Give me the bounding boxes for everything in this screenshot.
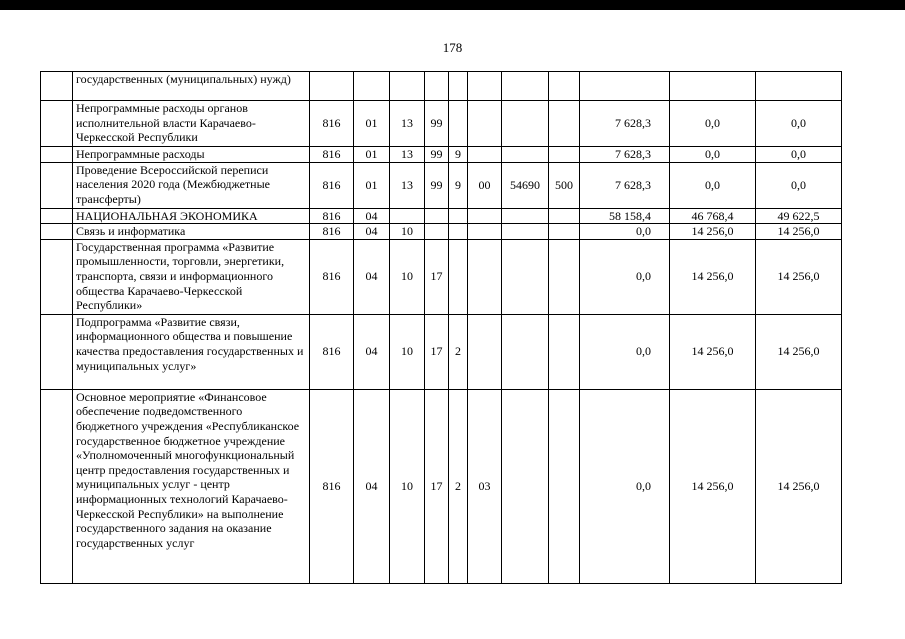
cell-subprogram [449,101,468,147]
cell-blank [41,224,73,240]
cell-direction [502,224,549,240]
cell-sum-2021: 0,0 [670,101,756,147]
cell-podrazdel: 10 [390,314,425,389]
cell-podrazdel: 13 [390,162,425,208]
cell-blank [41,101,73,147]
cell-direction [502,239,549,314]
cell-razdel: 04 [354,224,390,240]
cell-sum-2021: 0,0 [670,147,756,163]
cell-direction [502,314,549,389]
cell-sum-2022: 0,0 [756,101,842,147]
cell-sum-2022: 14 256,0 [756,224,842,240]
cell-sum-2022: 49 622,5 [756,208,842,224]
cell-podrazdel: 13 [390,147,425,163]
row-name: НАЦИОНАЛЬНАЯ ЭКОНОМИКА [73,208,310,224]
cell-sum-2021 [670,72,756,101]
cell-podrazdel: 10 [390,224,425,240]
cell-blank [41,208,73,224]
cell-razdel [354,72,390,101]
cell-expense-type [549,147,580,163]
table-row [41,224,842,240]
cell-event [468,314,502,389]
cell-sum-2022: 0,0 [756,162,842,208]
cell-expense-type [549,314,580,389]
cell-expense-type [549,239,580,314]
row-name: Подпрограмма «Развитие связи, информационного общества и повышение качества предоставления государственных и муниципальных услуг» [73,314,310,389]
cell-sum-2020: 0,0 [580,224,670,240]
cell-subprogram [449,239,468,314]
cell-sum-2020: 0,0 [580,314,670,389]
cell-event [468,224,502,240]
table-row [41,314,842,389]
cell-razdel: 04 [354,208,390,224]
cell-subprogram: 9 [449,162,468,208]
cell-razdel: 01 [354,162,390,208]
cell-grbs: 816 [310,147,354,163]
cell-program: 17 [425,389,449,583]
cell-sum-2020: 7 628,3 [580,162,670,208]
table-row [41,72,842,101]
cell-sum-2020: 7 628,3 [580,147,670,163]
table-row [41,208,842,224]
cell-program: 17 [425,239,449,314]
cell-sum-2020: 7 628,3 [580,101,670,147]
cell-subprogram [449,208,468,224]
cell-sum-2021: 0,0 [670,162,756,208]
cell-podrazdel [390,208,425,224]
table-row [41,147,842,163]
cell-grbs: 816 [310,162,354,208]
cell-direction: 54690 [502,162,549,208]
cell-sum-2021: 14 256,0 [670,224,756,240]
cell-sum-2020: 58 158,4 [580,208,670,224]
cell-podrazdel: 10 [390,389,425,583]
cell-event: 00 [468,162,502,208]
cell-direction [502,208,549,224]
cell-event [468,101,502,147]
page-number: 178 [442,40,463,55]
cell-expense-type [549,101,580,147]
cell-razdel: 04 [354,239,390,314]
cell-direction [502,101,549,147]
cell-sum-2021: 14 256,0 [670,389,756,583]
cell-blank [41,72,73,101]
cell-grbs: 816 [310,314,354,389]
cell-grbs: 816 [310,389,354,583]
row-name: Государственная программа «Развитие промышленности, торговли, энергетики, транспорта, связи и информационного общества Карачаево-Черкесской Республики» [73,239,310,314]
cell-blank [41,239,73,314]
budget-table-body [41,72,842,584]
cell-program: 99 [425,162,449,208]
cell-direction [502,147,549,163]
cell-expense-type: 500 [549,162,580,208]
cell-expense-type [549,208,580,224]
cell-sum-2022 [756,72,842,101]
cell-subprogram: 9 [449,147,468,163]
cell-sum-2022: 0,0 [756,147,842,163]
cell-program [425,72,449,101]
table-row [41,162,842,208]
cell-sum-2022: 14 256,0 [756,389,842,583]
budget-table [40,71,842,584]
cell-grbs: 816 [310,239,354,314]
cell-program: 99 [425,147,449,163]
cell-grbs [310,72,354,101]
cell-razdel: 04 [354,314,390,389]
cell-razdel: 04 [354,389,390,583]
cell-blank [41,314,73,389]
scan-top-edge [0,0,905,10]
cell-subprogram: 2 [449,314,468,389]
cell-podrazdel: 10 [390,239,425,314]
cell-sum-2021: 46 768,4 [670,208,756,224]
cell-program [425,224,449,240]
cell-expense-type [549,389,580,583]
cell-sum-2022: 14 256,0 [756,239,842,314]
row-name: Непрограммные расходы органов исполнительной власти Карачаево-Черкесской Республики [73,101,310,147]
cell-blank [41,389,73,583]
cell-event [468,239,502,314]
cell-grbs: 816 [310,101,354,147]
row-name: Основное мероприятие «Финансовое обеспечение подведомственного бюджетного учреждения «Республиканское государственное бюджетное учреждение «Уполномоченный многофункциональный центр предоставления государственных и муниципальных услуг - центр информационных технологий Карачаево-Черкесской Республики» на выполнение государственного задания на оказание государственных услуг [73,389,310,583]
cell-grbs: 816 [310,208,354,224]
cell-event [468,72,502,101]
cell-direction [502,72,549,101]
cell-sum-2021: 14 256,0 [670,314,756,389]
cell-expense-type [549,224,580,240]
cell-razdel: 01 [354,101,390,147]
cell-subprogram: 2 [449,389,468,583]
cell-subprogram [449,224,468,240]
cell-event [468,147,502,163]
cell-grbs: 816 [310,224,354,240]
cell-blank [41,147,73,163]
table-row [41,101,842,147]
cell-sum-2022: 14 256,0 [756,314,842,389]
table-row [41,239,842,314]
row-name: Проведение Всероссийской переписи населения 2020 года (Межбюджетные трансферты) [73,162,310,208]
cell-program: 17 [425,314,449,389]
cell-sum-2020: 0,0 [580,239,670,314]
cell-podrazdel [390,72,425,101]
cell-event [468,208,502,224]
cell-razdel: 01 [354,147,390,163]
cell-podrazdel: 13 [390,101,425,147]
cell-sum-2020 [580,72,670,101]
table-row [41,389,842,583]
cell-blank [41,162,73,208]
cell-subprogram [449,72,468,101]
cell-sum-2020: 0,0 [580,389,670,583]
cell-sum-2021: 14 256,0 [670,239,756,314]
cell-direction [502,389,549,583]
row-name: Связь и информатика [73,224,310,240]
cell-event: 03 [468,389,502,583]
row-name: государственных (муниципальных) нужд) [73,72,310,101]
cell-expense-type [549,72,580,101]
cell-program [425,208,449,224]
cell-program: 99 [425,101,449,147]
row-name: Непрограммные расходы [73,147,310,163]
